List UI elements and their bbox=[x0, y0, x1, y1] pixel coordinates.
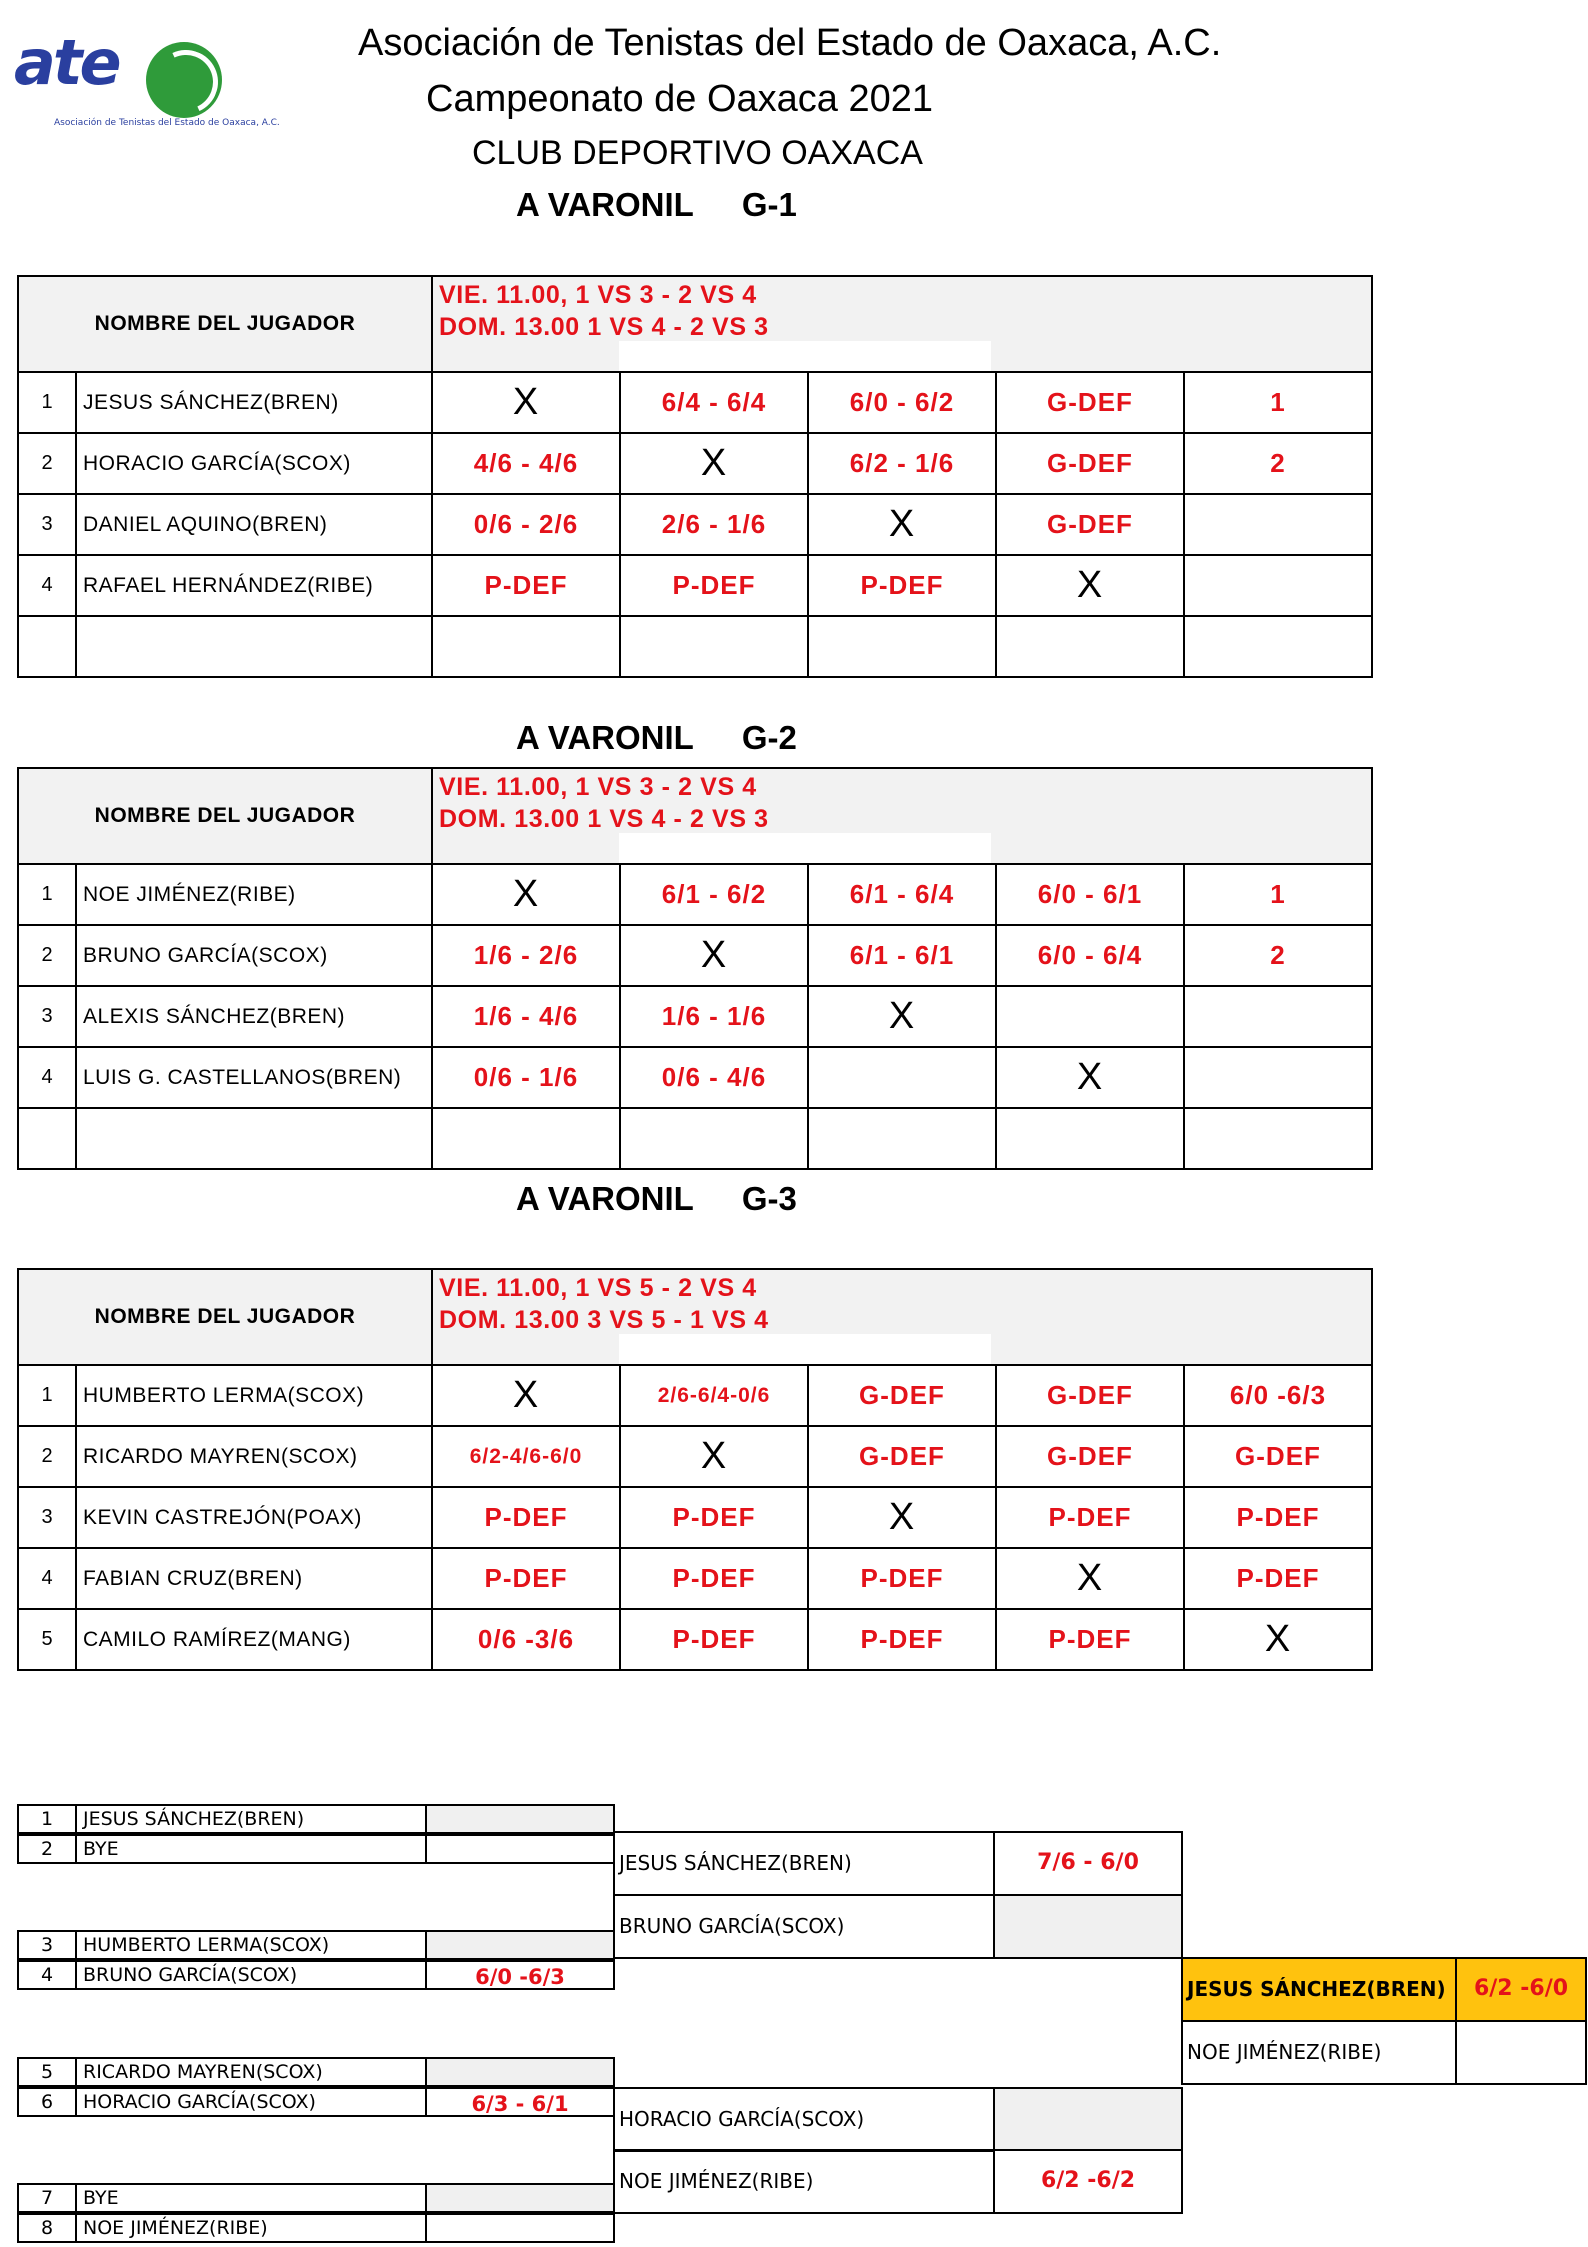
player-number: 1 bbox=[18, 372, 76, 433]
match-result: 6/0 - 6/2 bbox=[808, 372, 996, 433]
match-score: 6/2 -6/0 bbox=[1455, 1959, 1585, 2020]
table-row bbox=[18, 986, 1372, 1047]
schedule-line-sunday: DOM. 13.00 1 VS 4 - 2 VS 3 bbox=[439, 805, 769, 833]
match-result: 6/2-4/6-6/0 bbox=[432, 1426, 620, 1487]
match-result bbox=[432, 1108, 620, 1169]
bracket-slot-3 bbox=[17, 1930, 615, 1960]
match-result: 6/1 - 6/4 bbox=[808, 864, 996, 925]
match-result bbox=[1184, 1108, 1372, 1169]
table-row bbox=[18, 555, 1372, 616]
match-result: 2/6 - 1/6 bbox=[620, 494, 808, 555]
player-number: 2 bbox=[18, 925, 76, 986]
schedule-header bbox=[432, 276, 1372, 372]
match-result: 6/0 - 6/4 bbox=[996, 925, 1184, 986]
schedule-header bbox=[432, 1269, 1372, 1365]
logo-wordmark: ate bbox=[14, 26, 119, 99]
self-match-cross: X bbox=[1184, 1609, 1372, 1670]
match-score bbox=[425, 2215, 613, 2241]
table-row bbox=[18, 1487, 1372, 1548]
bracket-player-name: BYE bbox=[83, 1838, 119, 1860]
match-result bbox=[1184, 494, 1372, 555]
match-result bbox=[1184, 555, 1372, 616]
table-row bbox=[18, 372, 1372, 433]
table-row bbox=[18, 494, 1372, 555]
match-result bbox=[808, 1108, 996, 1169]
match-result: 6/1 - 6/2 bbox=[620, 864, 808, 925]
table-row bbox=[18, 1047, 1372, 1108]
match-result: 2 bbox=[1184, 925, 1372, 986]
schedule-header bbox=[432, 768, 1372, 864]
player-number: 3 bbox=[18, 986, 76, 1047]
match-result: P-DEF bbox=[808, 555, 996, 616]
match-result: G-DEF bbox=[996, 433, 1184, 494]
group-title-g2: A VARONIL G-2 bbox=[516, 719, 797, 756]
match-score: 6/0 -6/3 bbox=[425, 1962, 613, 1988]
bracket-slot-5 bbox=[17, 2057, 615, 2087]
seed-number: 5 bbox=[19, 2059, 77, 2085]
self-match-cross: X bbox=[808, 1487, 996, 1548]
match-result bbox=[432, 616, 620, 677]
seed-number: 1 bbox=[19, 1806, 77, 1832]
player-number bbox=[18, 1108, 76, 1169]
table-row bbox=[18, 616, 1372, 677]
semifinal-slot bbox=[613, 2087, 1183, 2152]
bracket-player-name: NOE JIMÉNEZ(RIBE) bbox=[619, 2169, 814, 2193]
match-result bbox=[996, 616, 1184, 677]
player-name: CAMILO RAMÍREZ(MANG) bbox=[76, 1609, 432, 1670]
schedule-line-sunday: DOM. 13.00 3 VS 5 - 1 VS 4 bbox=[439, 1306, 769, 1334]
schedule-line-friday: VIE. 11.00, 1 VS 3 - 2 VS 4 bbox=[439, 773, 757, 801]
match-result: 0/6 - 2/6 bbox=[432, 494, 620, 555]
association-title: Asociación de Tenistas del Estado de Oaxaca, A.C. bbox=[358, 22, 1222, 64]
group-table-g1 bbox=[17, 275, 1373, 678]
player-name: KEVIN CASTREJÓN(POAX) bbox=[76, 1487, 432, 1548]
match-result: 1/6 - 2/6 bbox=[432, 925, 620, 986]
player-name: DANIEL AQUINO(BREN) bbox=[76, 494, 432, 555]
match-result: 2 bbox=[1184, 433, 1372, 494]
match-result: 6/0 - 6/1 bbox=[996, 864, 1184, 925]
match-result: P-DEF bbox=[432, 555, 620, 616]
match-score: 6/3 - 6/1 bbox=[425, 2089, 613, 2115]
match-result: G-DEF bbox=[996, 494, 1184, 555]
bracket-player-name: NOE JIMÉNEZ(RIBE) bbox=[1187, 2040, 1382, 2064]
match-result: P-DEF bbox=[996, 1487, 1184, 1548]
match-result: 1 bbox=[1184, 864, 1372, 925]
bracket-player-name: BRUNO GARCÍA(SCOX) bbox=[619, 1914, 845, 1938]
match-result: 1/6 - 1/6 bbox=[620, 986, 808, 1047]
table-row bbox=[18, 864, 1372, 925]
semifinal-slot bbox=[613, 1831, 1183, 1896]
match-result bbox=[808, 1047, 996, 1108]
score-cell-empty bbox=[425, 1806, 613, 1832]
schedule-line-friday: VIE. 11.00, 1 VS 3 - 2 VS 4 bbox=[439, 281, 757, 309]
self-match-cross: X bbox=[996, 1548, 1184, 1609]
self-match-cross: X bbox=[432, 372, 620, 433]
match-result: 0/6 - 1/6 bbox=[432, 1047, 620, 1108]
match-result: G-DEF bbox=[996, 372, 1184, 433]
match-result: P-DEF bbox=[996, 1609, 1184, 1670]
self-match-cross: X bbox=[620, 1426, 808, 1487]
match-result: G-DEF bbox=[996, 1426, 1184, 1487]
bracket-player-name: RICARDO MAYREN(SCOX) bbox=[83, 2061, 323, 2083]
tennis-ball-icon bbox=[146, 42, 222, 118]
self-match-cross: X bbox=[808, 494, 996, 555]
bracket-player-name: NOE JIMÉNEZ(RIBE) bbox=[83, 2217, 268, 2239]
self-match-cross: X bbox=[432, 1365, 620, 1426]
bracket-slot-4 bbox=[17, 1960, 615, 1990]
group-title-g1: A VARONIL G-1 bbox=[516, 186, 797, 223]
match-result: 2/6-6/4-0/6 bbox=[620, 1365, 808, 1426]
table-row bbox=[18, 433, 1372, 494]
match-result: P-DEF bbox=[620, 1548, 808, 1609]
table-row bbox=[18, 1548, 1372, 1609]
match-result: G-DEF bbox=[996, 1365, 1184, 1426]
match-result: P-DEF bbox=[1184, 1548, 1372, 1609]
bracket-slot-7 bbox=[17, 2183, 615, 2213]
match-result bbox=[1184, 986, 1372, 1047]
match-result bbox=[1184, 616, 1372, 677]
match-result: P-DEF bbox=[432, 1487, 620, 1548]
seed-number: 3 bbox=[19, 1932, 77, 1958]
match-result: 4/6 - 4/6 bbox=[432, 433, 620, 494]
bracket-player-name: HORACIO GARCÍA(SCOX) bbox=[619, 2107, 865, 2131]
column-header-player-name: NOMBRE DEL JUGADOR bbox=[18, 768, 432, 864]
match-result: 6/1 - 6/1 bbox=[808, 925, 996, 986]
self-match-cross: X bbox=[996, 555, 1184, 616]
match-score bbox=[1455, 2022, 1585, 2083]
column-header-player-name: NOMBRE DEL JUGADOR bbox=[18, 276, 432, 372]
match-result: P-DEF bbox=[1184, 1487, 1372, 1548]
match-result: G-DEF bbox=[808, 1365, 996, 1426]
player-number: 4 bbox=[18, 1548, 76, 1609]
player-number: 2 bbox=[18, 1426, 76, 1487]
player-number: 3 bbox=[18, 1487, 76, 1548]
bracket-player-name: JESUS SÁNCHEZ(BREN) bbox=[83, 1808, 305, 1830]
final-winner-slot bbox=[1181, 1957, 1587, 2022]
seed-number: 2 bbox=[19, 1836, 77, 1862]
self-match-cross: X bbox=[996, 1047, 1184, 1108]
logo-subtitle: Asociación de Tenistas del Estado de Oaxaca, A.C. bbox=[54, 118, 280, 128]
bracket-player-name: JESUS SÁNCHEZ(BREN) bbox=[1187, 1977, 1446, 2001]
player-name bbox=[76, 616, 432, 677]
player-number: 5 bbox=[18, 1609, 76, 1670]
championship-title: Campeonato de Oaxaca 2021 bbox=[426, 78, 934, 120]
match-score bbox=[993, 1896, 1181, 1957]
player-number: 1 bbox=[18, 1365, 76, 1426]
seed-number: 4 bbox=[19, 1962, 77, 1988]
match-result: G-DEF bbox=[1184, 1426, 1372, 1487]
match-result: 6/0 -6/3 bbox=[1184, 1365, 1372, 1426]
match-score bbox=[425, 1836, 613, 1862]
group-title-g3: A VARONIL G-3 bbox=[516, 1180, 797, 1217]
bracket-player-name: HUMBERTO LERMA(SCOX) bbox=[83, 1934, 330, 1956]
table-row bbox=[18, 1609, 1372, 1670]
table-row bbox=[18, 1108, 1372, 1169]
match-result bbox=[1184, 1047, 1372, 1108]
self-match-cross: X bbox=[620, 433, 808, 494]
bracket-slot-2 bbox=[17, 1834, 615, 1864]
match-score bbox=[993, 2089, 1181, 2150]
seed-number: 8 bbox=[19, 2215, 77, 2241]
group-table-g3 bbox=[17, 1268, 1373, 1671]
self-match-cross: X bbox=[620, 925, 808, 986]
player-name: HUMBERTO LERMA(SCOX) bbox=[76, 1365, 432, 1426]
match-result: P-DEF bbox=[620, 1487, 808, 1548]
table-row bbox=[18, 1426, 1372, 1487]
bracket-player-name: BRUNO GARCÍA(SCOX) bbox=[83, 1964, 298, 1986]
match-result: P-DEF bbox=[808, 1548, 996, 1609]
schedule-line-friday: VIE. 11.00, 1 VS 5 - 2 VS 4 bbox=[439, 1274, 757, 1302]
score-cell-empty bbox=[425, 2059, 613, 2085]
player-number: 3 bbox=[18, 494, 76, 555]
player-name bbox=[76, 1108, 432, 1169]
table-row bbox=[18, 1365, 1372, 1426]
match-result: P-DEF bbox=[432, 1548, 620, 1609]
player-name: FABIAN CRUZ(BREN) bbox=[76, 1548, 432, 1609]
match-result: G-DEF bbox=[808, 1426, 996, 1487]
score-cell-empty bbox=[425, 2185, 613, 2211]
match-result: P-DEF bbox=[808, 1609, 996, 1670]
group-table-g2 bbox=[17, 767, 1373, 1170]
seed-number: 7 bbox=[19, 2185, 77, 2211]
self-match-cross: X bbox=[808, 986, 996, 1047]
player-number: 2 bbox=[18, 433, 76, 494]
player-name: RAFAEL HERNÁNDEZ(RIBE) bbox=[76, 555, 432, 616]
table-row bbox=[18, 925, 1372, 986]
match-result bbox=[996, 1108, 1184, 1169]
match-score: 6/2 -6/2 bbox=[993, 2151, 1181, 2212]
match-result: P-DEF bbox=[620, 1609, 808, 1670]
match-result bbox=[620, 1108, 808, 1169]
bracket-slot-6 bbox=[17, 2087, 615, 2117]
match-result bbox=[808, 616, 996, 677]
bracket-player-name: JESUS SÁNCHEZ(BREN) bbox=[619, 1851, 852, 1875]
player-number: 1 bbox=[18, 864, 76, 925]
player-number bbox=[18, 616, 76, 677]
final-slot bbox=[1181, 2020, 1587, 2085]
match-result: 0/6 - 4/6 bbox=[620, 1047, 808, 1108]
semifinal-slot bbox=[613, 2149, 1183, 2214]
match-result bbox=[996, 986, 1184, 1047]
score-cell-empty bbox=[425, 1932, 613, 1958]
bracket-player-name: HORACIO GARCÍA(SCOX) bbox=[83, 2091, 316, 2113]
semifinal-slot bbox=[613, 1894, 1183, 1959]
player-name: BRUNO GARCÍA(SCOX) bbox=[76, 925, 432, 986]
ate-logo bbox=[14, 18, 280, 128]
player-number: 4 bbox=[18, 1047, 76, 1108]
match-result: 6/2 - 1/6 bbox=[808, 433, 996, 494]
match-result: 0/6 -3/6 bbox=[432, 1609, 620, 1670]
match-result: 6/4 - 6/4 bbox=[620, 372, 808, 433]
club-title: CLUB DEPORTIVO OAXACA bbox=[472, 134, 923, 172]
player-name: HORACIO GARCÍA(SCOX) bbox=[76, 433, 432, 494]
player-name: LUIS G. CASTELLANOS(BREN) bbox=[76, 1047, 432, 1108]
match-result bbox=[620, 616, 808, 677]
match-result: P-DEF bbox=[620, 555, 808, 616]
player-number: 4 bbox=[18, 555, 76, 616]
bracket-player-name: BYE bbox=[83, 2187, 119, 2209]
schedule-line-sunday: DOM. 13.00 1 VS 4 - 2 VS 3 bbox=[439, 313, 769, 341]
bracket-slot-1 bbox=[17, 1804, 615, 1834]
bracket-slot-8 bbox=[17, 2213, 615, 2243]
match-score: 7/6 - 6/0 bbox=[993, 1833, 1181, 1894]
match-result: 1/6 - 4/6 bbox=[432, 986, 620, 1047]
self-match-cross: X bbox=[432, 864, 620, 925]
player-name: JESUS SÁNCHEZ(BREN) bbox=[76, 372, 432, 433]
match-result: 1 bbox=[1184, 372, 1372, 433]
seed-number: 6 bbox=[19, 2089, 77, 2115]
column-header-player-name: NOMBRE DEL JUGADOR bbox=[18, 1269, 432, 1365]
player-name: RICARDO MAYREN(SCOX) bbox=[76, 1426, 432, 1487]
player-name: NOE JIMÉNEZ(RIBE) bbox=[76, 864, 432, 925]
player-name: ALEXIS SÁNCHEZ(BREN) bbox=[76, 986, 432, 1047]
